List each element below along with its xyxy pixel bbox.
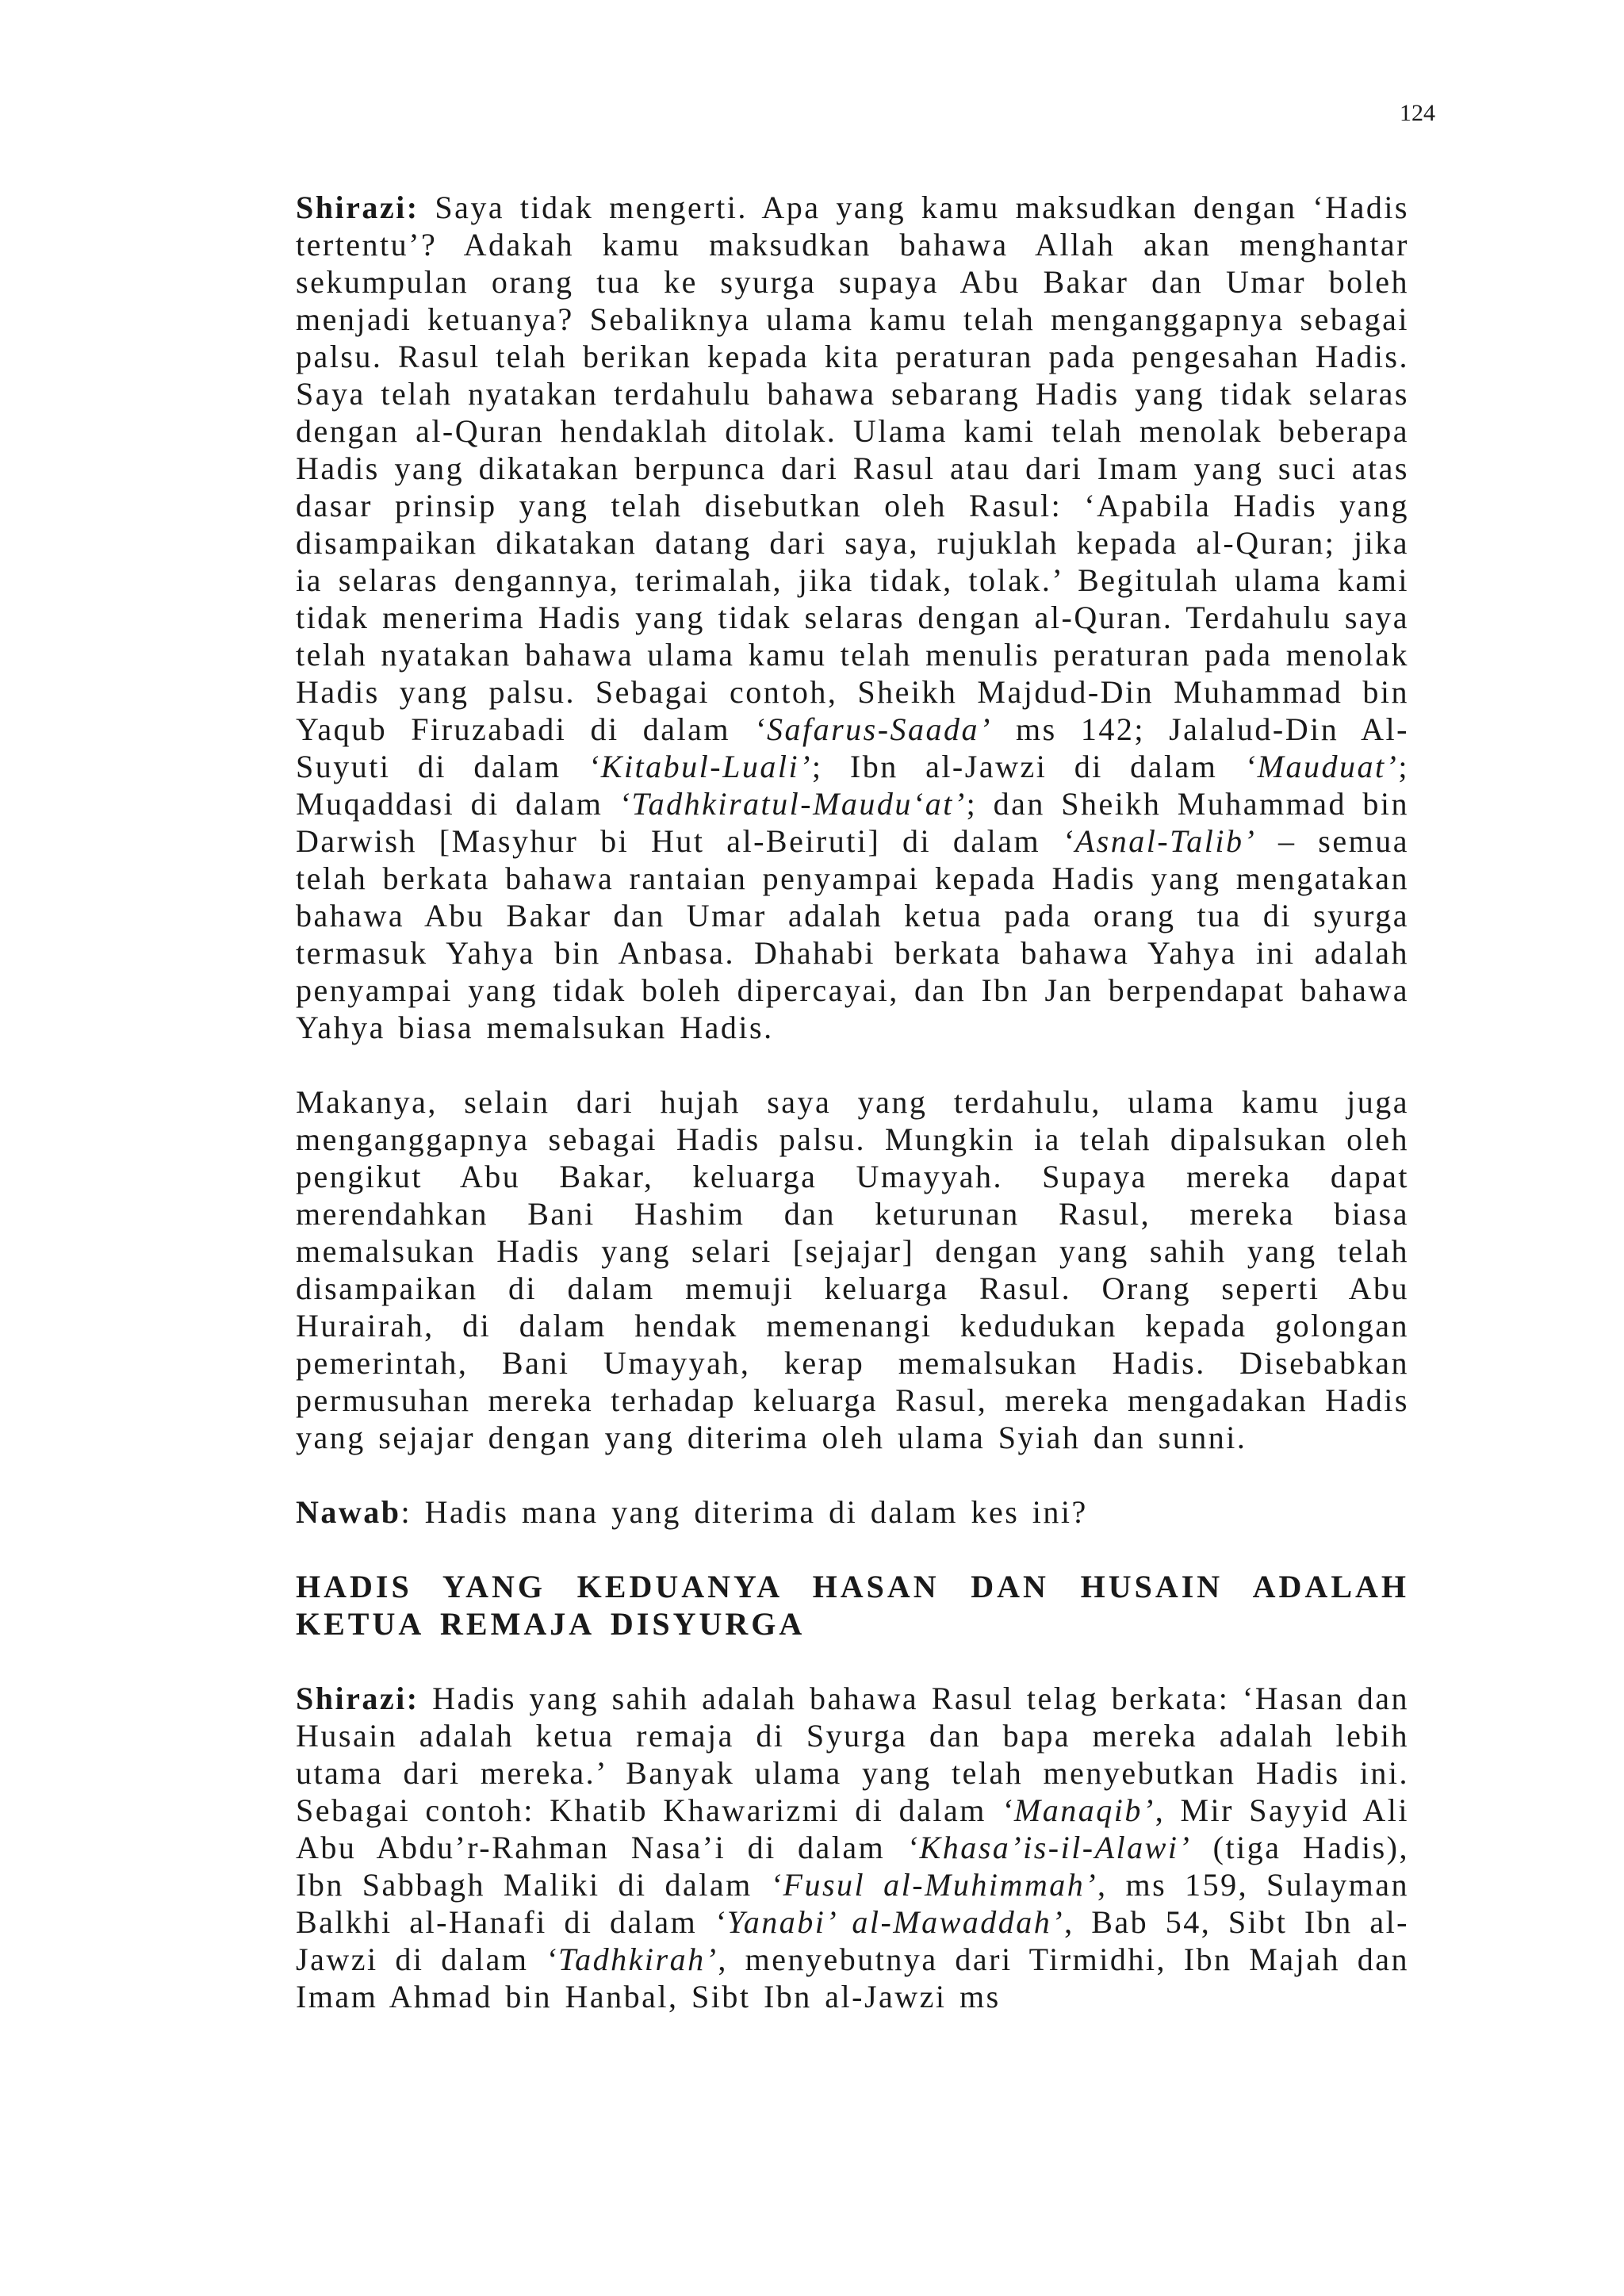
section-heading <box>296 1568 1409 1642</box>
heading-line-2: KETUA REMAJA DISYURGA <box>296 1606 806 1642</box>
paragraph-text: ; Ibn al-Jawzi di dalam <box>811 749 1245 784</box>
book-title: ‘Tadhkiratul-Maudu‘at’ <box>619 786 967 822</box>
paragraph-text: Saya tidak mengerti. Apa yang kamu maksudkan dengan ‘Hadis tertentu’? Adakah kamu maksudkan bahawa Allah akan menghantar sekumpulan orang tua ke syurga supaya Abu Bakar dan Umar boleh menjadi ketuanya? Sebaliknya ulama kamu telah menganggapnya sebagai palsu. Rasul telah berikan kepada kita peraturan pada pengesahan Hadis. Saya telah nyatakan terdahulu bahawa sebarang Hadis yang tidak selaras dengan al-Quran hendaklah ditolak. Ulama kami telah menolak beberapa Hadis yang dikatakan berpunca dari Rasul atau dari Imam yang suci atas dasar prinsip yang telah disebutkan oleh Rasul: ‘Apabila Hadis yang disampaikan dikatakan datang dari saya, rujuklah kepada al-Quran; jika ia selaras dengannya, terimalah, jika tidak, tolak.’ Begitulah ulama kami tidak menerima Hadis yang tidak selaras dengan al-Quran. Terdahulu saya telah nyatakan bahawa ulama kamu telah menulis peraturan pada menolak Hadis yang palsu. Sebagai contoh, Sheikh Majdud-Din Muhammad bin Yaqub Firuzabadi di dalam <box>296 190 1409 747</box>
paragraph-text: , menyebutnya dari Tirmidhi, Ibn Majah dan Imam Ahmad bin Hanbal, Sibt Ibn al-Jawzi ms <box>296 1941 1410 2014</box>
paragraph-text: : Hadis mana yang diterima di dalam kes ini? <box>400 1494 1088 1530</box>
page-body <box>296 189 1409 2015</box>
paragraph-makanya: Makanya, selain dari hujah saya yang terdahulu, ulama kamu juga menganggapnya sebagai Hadis palsu. Mungkin ia telah dipalsukan oleh pengikut Abu Bakar, keluarga Umayyah. Supaya mereka dapat merendahkan Bani Hashim dan keturunan Rasul, mereka biasa memalsukan Hadis yang selari [sejajar] dengan yang sahih yang telah disampaikan di dalam memuji keluarga Rasul. Orang seperti Abu Hurairah, di dalam hendak memenangi kedudukan kepada golongan pemerintah, Bani Umayyah, kerap memalsukan Hadis. Disebabkan permusuhan mereka terhadap keluarga Rasul, mereka mengadakan Hadis yang sejajar dengan yang diterima oleh ulama Syiah dan sunni. <box>296 1084 1409 1455</box>
book-title: ‘Tadhkirah’ <box>546 1941 718 1977</box>
book-title: ‘Fusul al-Muhimmah’ <box>770 1867 1098 1903</box>
paragraph-text: ; dan Sheikh Muhammad bin Darwish [Masyhur bi Hut al-Beiruti] di dalam <box>296 786 1409 859</box>
book-title: ‘Kitabul-Luali’ <box>588 749 812 784</box>
heading-line-1: HADIS YANG KEDUANYA HASAN DAN HUSAIN ADALAH <box>296 1569 1409 1604</box>
paragraph-text: , Mir Sayyid Ali Abu Abdu’r-Rahman Nasa’i di dalam <box>296 1792 1409 1865</box>
paragraph-shirazi-2 <box>296 1680 1409 2015</box>
page-number: 124 <box>1400 100 1435 126</box>
paragraph-text: Hadis yang sahih adalah bahawa Rasul telag berkata: ‘Hasan dan Husain adalah ketua remaja di Syurga dan bapa mereka adalah lebih utama dari mereka.’ Banyak ulama yang telah menyebutkan Hadis ini. Sebagai contoh: Khatib Khawarizmi di dalam <box>296 1681 1409 1828</box>
paragraph-text: (tiga Hadis), Ibn Sabbagh Maliki di dalam <box>296 1830 1409 1903</box>
speaker-label: Shirazi: <box>296 190 419 225</box>
book-title: ‘Manaqib’ <box>1002 1792 1155 1828</box>
paragraph-text: – semua telah berkata bahawa rantaian penyampai kepada Hadis yang mengatakan bahawa Abu Bakar dan Umar adalah ketua pada orang tua di syurga termasuk Yahya bin Anbasa. Dhahabi berkata bahawa Yahya ini adalah penyampai yang tidak boleh dipercayai, dan Ibn Jan berpendapat bahawa Yahya biasa memalsukan Hadis. <box>296 823 1409 1045</box>
paragraph-shirazi-1 <box>296 189 1409 1046</box>
book-title: ‘Mauduat’ <box>1244 749 1399 784</box>
paragraph-text: ms 142; Jalalud-Din Al-Suyuti di dalam <box>296 711 1409 784</box>
speaker-label: Shirazi: <box>296 1681 419 1716</box>
speaker-label: Nawab <box>296 1494 401 1530</box>
paragraph-text: , Bab 54, Sibt Ibn al-Jawzi di dalam <box>296 1904 1410 1977</box>
book-title: ‘Yanabi’ al-Mawaddah’ <box>714 1904 1065 1940</box>
paragraph-nawab <box>296 1493 1409 1531</box>
book-title: ‘Khasa’is-il-Alawi’ <box>906 1830 1192 1865</box>
book-title: ‘Safarus-Saada’ <box>754 711 992 747</box>
paragraph-text: , ms 159, Sulayman Balkhi al-Hanafi di dalam <box>296 1867 1409 1940</box>
paragraph-text: ; Muqaddasi di dalam <box>296 749 1409 822</box>
book-title: ‘Asnal-Talib’ <box>1062 823 1257 859</box>
